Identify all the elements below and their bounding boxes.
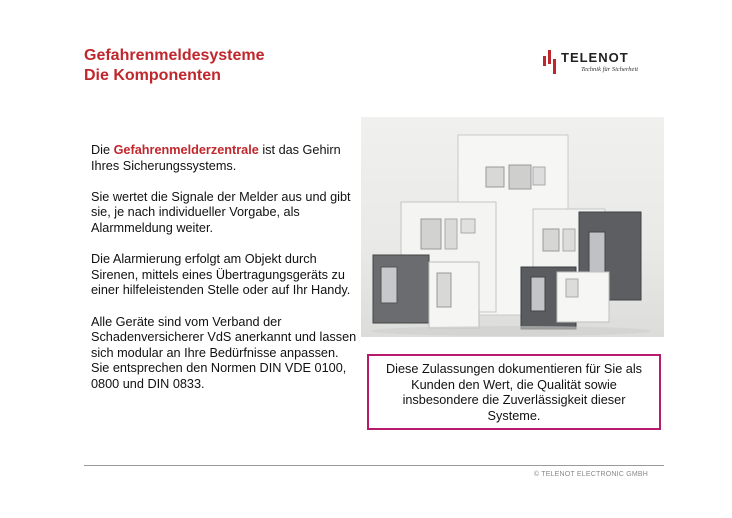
- title-line-1: Gefahrenmeldesysteme: [84, 47, 265, 64]
- telenot-logo: [543, 48, 643, 80]
- paragraph-vds: Alle Geräte sind vom Verband der Schadenversicherer VdS anerkannt und lassen sich modular an Ihre Bedürfnisse anpassen. Sie entsprechen den Normen DIN VDE 0100, 0800 und DIN 0833.: [91, 314, 357, 391]
- telenot-logo-mark-icon: [543, 50, 557, 74]
- highlight-gefahrenmelderzentrale: Gefahrenmelderzentrale: [113, 143, 259, 157]
- para1-pre: Die: [91, 143, 114, 157]
- paragraph-signale: Sie wertet die Signale der Melder aus und gibt sie, je nach individueller Vorgabe, als Alarmmeldung weiter.: [91, 189, 351, 235]
- product-photo: [361, 117, 664, 337]
- slide-title: [84, 46, 265, 86]
- para1-post: ist das Gehirn Ihres Sicherungssystems.: [91, 143, 341, 173]
- paragraph-zentrale: [91, 143, 359, 174]
- paragraph-alarmierung: Die Alarmierung erfolgt am Objekt durch Sirenen, mittels eines Übertragungsgeräts zu einer hilfeleistenden Stelle oder auf Ihr Handy.: [91, 252, 351, 298]
- approval-callout-box: [367, 354, 661, 430]
- footer-copyright: © TELENOT ELECTRONIC GMBH: [533, 471, 648, 478]
- title-line-2: Die Komponenten: [84, 67, 221, 84]
- footer-divider: [84, 465, 664, 466]
- body-text: [91, 143, 359, 408]
- logo-tagline: Technik für Sicherheit: [581, 66, 639, 73]
- logo-name: TELENOT: [561, 50, 629, 65]
- control-panels-image: [361, 117, 664, 337]
- callout-text: Diese Zulassungen dokumentieren für Sie als Kunden den Wert, die Qualität sowie insbesondere die Zuverlässigkeit dieser Systeme.: [385, 362, 642, 423]
